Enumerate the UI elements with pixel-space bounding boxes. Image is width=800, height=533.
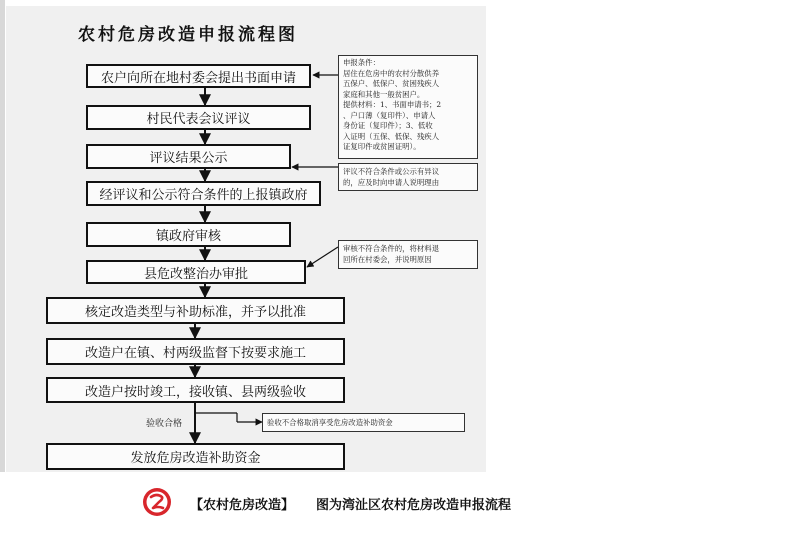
step-publicity-label: 评议结果公示 xyxy=(149,151,228,166)
note-application-requirements xyxy=(338,55,478,159)
note-line: 提供材料：1、书面申请书；2 xyxy=(343,100,442,110)
note-line: 评议不符合条件或公示有异议 xyxy=(343,167,440,176)
step-acceptance-label: 改造户按时竣工，接收镇、县两级验收 xyxy=(84,384,306,400)
note-arrow-review xyxy=(307,247,338,267)
brand-logo-icon xyxy=(142,487,172,517)
note-line: 身份证（复印件）；3、低收 xyxy=(343,121,433,131)
note-line: 入证明（五保、低保、残疾人 xyxy=(343,131,440,141)
step-construction-label: 改造户在镇、村两级监督下按要求施工 xyxy=(84,346,306,361)
note-publicity-objection xyxy=(338,163,478,191)
note-line: 审核不符合条件的，将材料退 xyxy=(343,244,440,253)
step-review xyxy=(86,105,311,130)
step-construction xyxy=(46,338,345,365)
note-line: 家庭和其他一般贫困户。 xyxy=(343,89,425,99)
acceptance-passed-label: 验收合格 xyxy=(146,419,183,429)
step-report-town xyxy=(86,181,321,206)
step-county-approval xyxy=(86,260,306,284)
step-apply xyxy=(86,64,311,88)
note-line: 申报条件： xyxy=(343,58,380,67)
note-line: 、户口薄（复印件）、申请人 xyxy=(343,110,436,120)
step-town-review-label: 镇政府审核 xyxy=(155,229,221,244)
image-caption xyxy=(190,494,511,513)
caption-text: 图为湾沚区农村危房改造申报流程 xyxy=(316,498,512,513)
note-acceptance-failure xyxy=(262,413,465,432)
note-line: 回所在村委会，并说明原因 xyxy=(343,254,432,264)
note-line: 居住在危房中的农村分散供养 xyxy=(343,68,440,78)
note-line: 的，应及时向申请人说明理由 xyxy=(343,177,440,187)
note-review-rejection xyxy=(338,240,478,269)
step-approve-subsidy-label: 核定改造类型与补助标准，并予以批准 xyxy=(84,305,306,320)
caption-tag: 【农村危房改造】 xyxy=(190,498,295,513)
note-line: 五保户、低保户、贫困残疾人 xyxy=(343,79,440,89)
step-town-review xyxy=(86,222,291,247)
note-line: 验收不合格取消享受危房改造补助资金 xyxy=(267,418,393,427)
step-disburse xyxy=(46,443,345,470)
step-approve-subsidy xyxy=(46,297,345,324)
step-acceptance xyxy=(46,377,345,403)
note-line: 证复印件或贫困证明）。 xyxy=(343,142,421,152)
step-county-approval-label: 县危改整治办审批 xyxy=(143,266,248,282)
flowchart-title: 农村危房改造申报流程图 xyxy=(78,25,298,45)
step-review-label: 村民代表会议评议 xyxy=(146,112,251,127)
step-apply-label: 农户向所在地村委会提出书面申请 xyxy=(100,70,296,86)
step-disburse-label: 发放危房改造补助资金 xyxy=(130,451,261,466)
step-publicity xyxy=(86,144,291,169)
step-report-town-label: 经评议和公示符合条件的上报镇政府 xyxy=(99,188,308,203)
